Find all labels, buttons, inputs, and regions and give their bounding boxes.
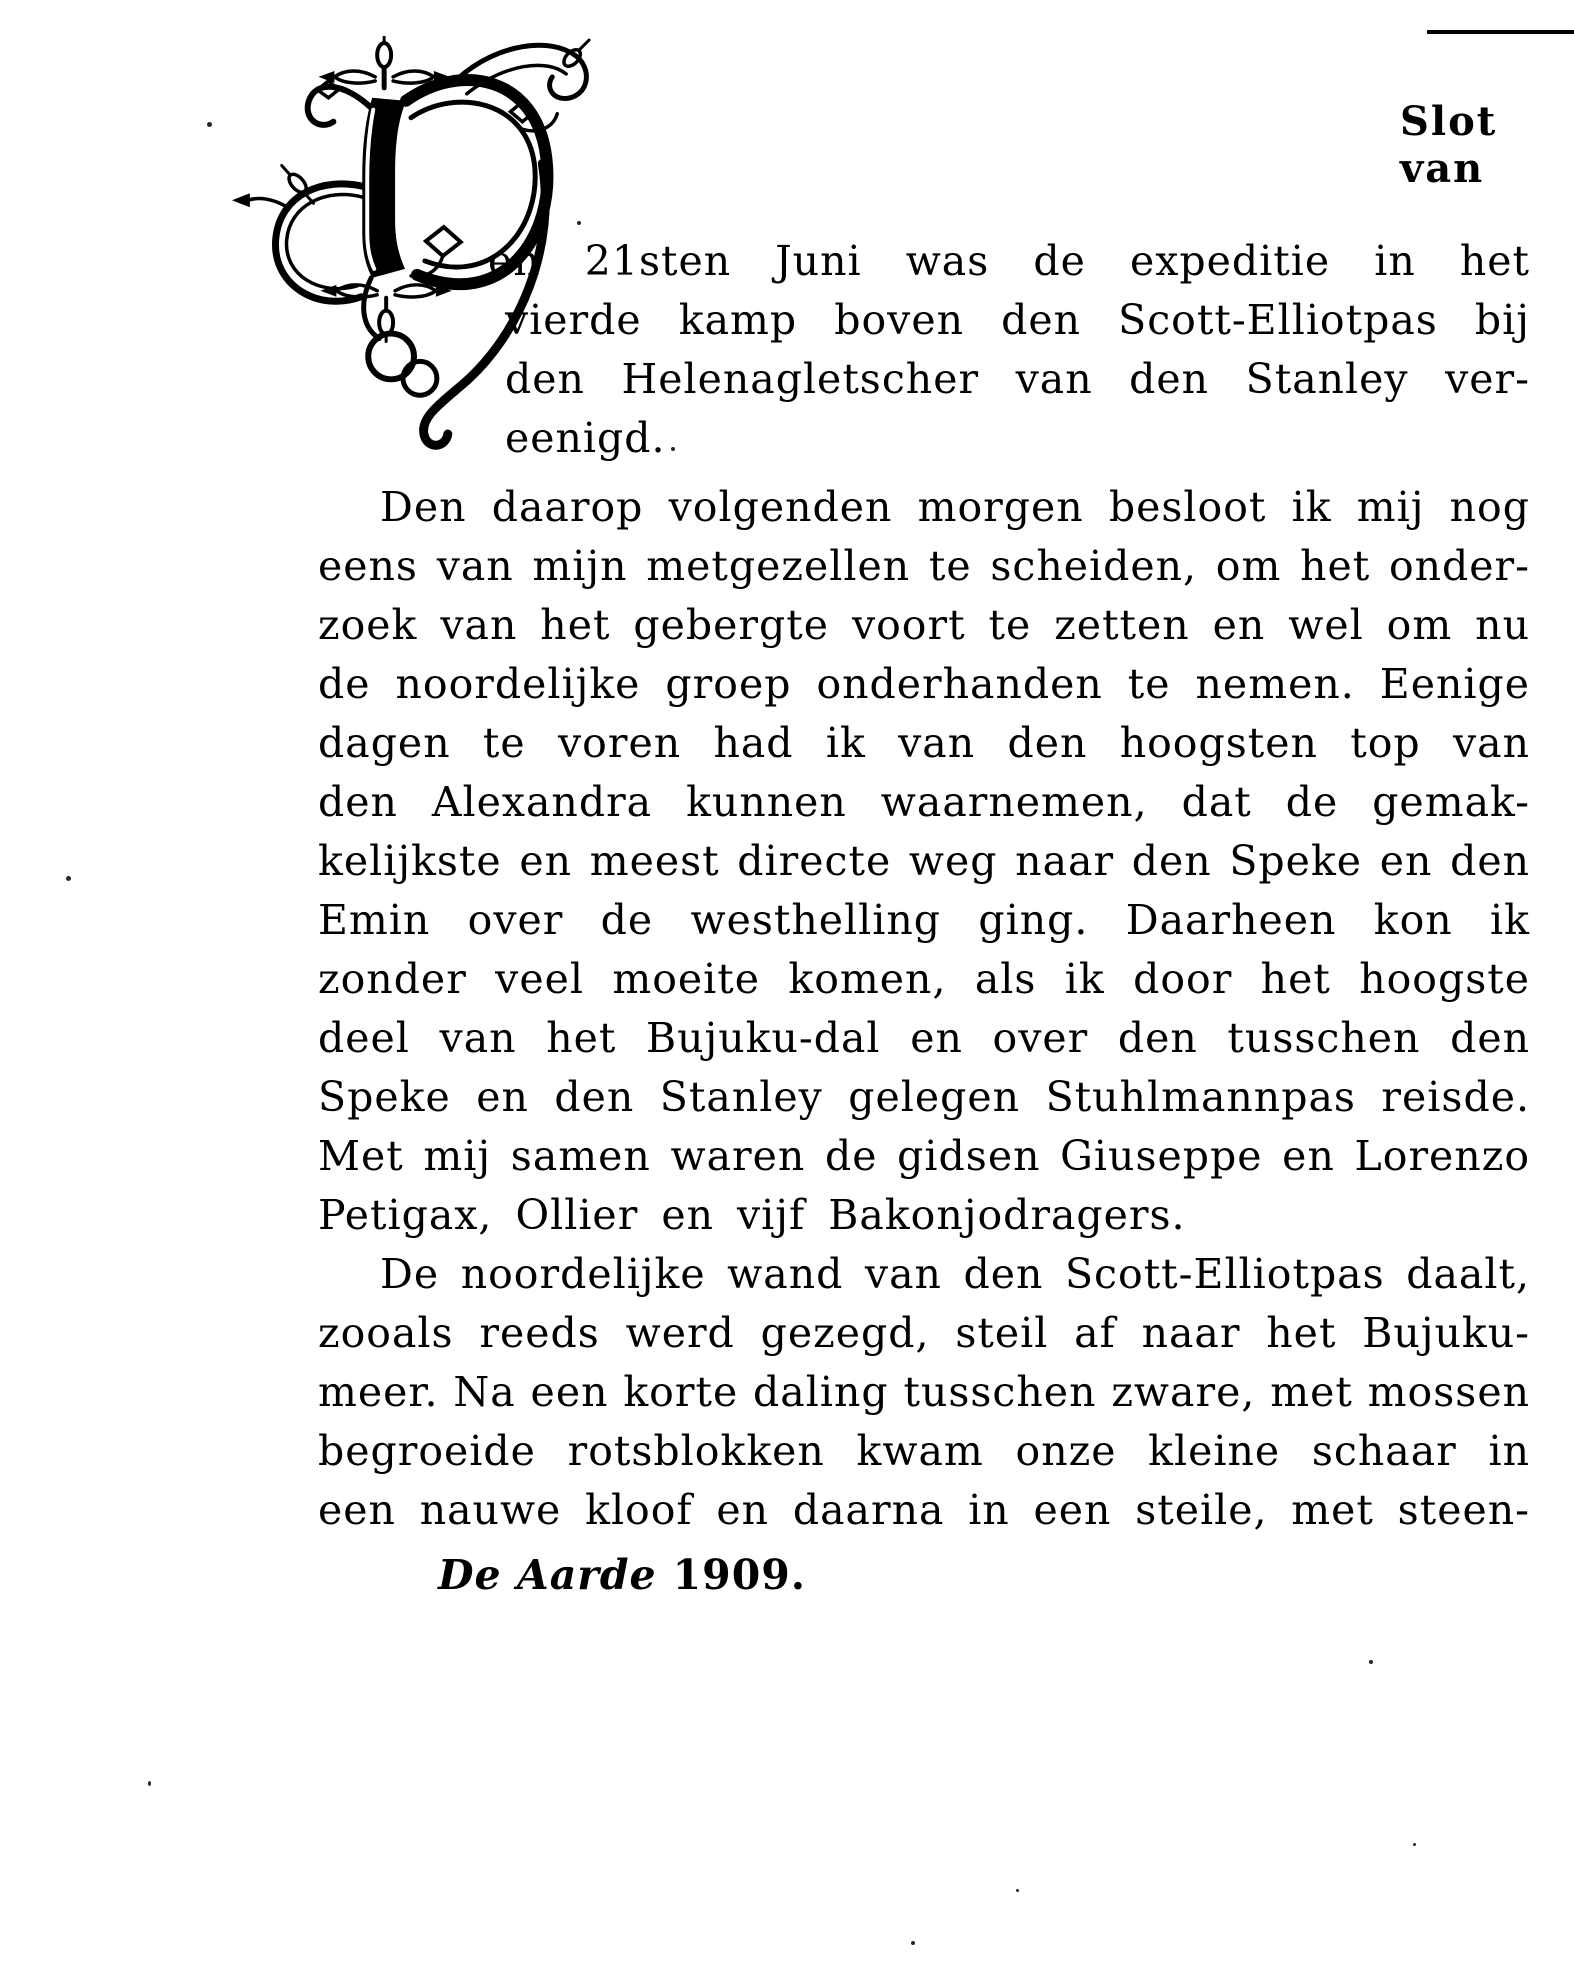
text-line: Den daarop volgenden morgen besloot ik mij nog	[380, 483, 1530, 531]
text-line: Speke en den Stanley gelegen Stuhlmannpas reisde.	[318, 1073, 1530, 1121]
text-line: Emin over de westhelling ging. Daarheen kon ik	[318, 896, 1530, 944]
scan-speck	[66, 876, 71, 881]
scan-speck	[577, 221, 581, 225]
text-line: den Alexandra kunnen waarnemen, dat de gemak-	[318, 778, 1530, 826]
text-line: de noordelijke groep onderhanden te nemen. Eenige	[318, 660, 1530, 708]
scan-speck	[207, 122, 212, 127]
text-line: eenigd.	[505, 414, 666, 462]
text-line: een nauwe kloof en daarna in een steile, met steen-	[318, 1486, 1530, 1534]
text-line: De noordelijke wand van den Scott-Elliotpas daalt,	[380, 1250, 1530, 1298]
paragraph-descent	[318, 1245, 1530, 1540]
text-line: dagen te voren had ik van den hoogsten top van	[318, 719, 1530, 767]
footer-source-title: De Aarde	[438, 1551, 657, 1599]
top-right-rule	[1427, 30, 1574, 34]
text-line: eens van mijn metgezellen te scheiden, om het onder-	[318, 542, 1530, 590]
text-line: begroeide rotsblokken kwam onze kleine schaar in	[318, 1427, 1530, 1475]
text-line: zonder veel moeite komen, als ik door het hoogste	[318, 955, 1530, 1003]
text-line: zooals reeds werd gezegd, steil af naar het Bujuku-	[318, 1309, 1530, 1357]
scan-speck	[671, 447, 675, 451]
text-line: en 21sten Juni was de expeditie in het	[488, 237, 1530, 285]
scan-speck	[911, 1941, 915, 1945]
scan-speck	[148, 1781, 151, 1786]
text-line: Petigax, Ollier en vijf Bakonjodragers.	[318, 1191, 1186, 1239]
scan-speck	[1369, 1660, 1373, 1664]
text-line: zoek van het gebergte voort te zetten en wel om nu	[318, 601, 1530, 649]
paragraph-opening	[488, 232, 1530, 468]
text-line: meer. Na een korte daling tusschen zware, met mossen	[318, 1368, 1530, 1416]
text-line: den Helenagletscher van den Stanley ver-	[505, 355, 1530, 403]
scan-speck	[1016, 1889, 1019, 1892]
footer-source	[438, 1549, 806, 1601]
footer-source-year: 1909.	[672, 1551, 807, 1599]
text-line: vierde kamp boven den Scott-Elliotpas bij	[505, 296, 1530, 344]
paragraph-journey	[318, 478, 1530, 1245]
running-header: Slot van	[1400, 98, 1498, 192]
text-line: kelijkste en meest directe weg naar den Speke en den	[318, 837, 1530, 885]
text-line: Met mij samen waren de gidsen Giuseppe en Lorenzo	[318, 1132, 1530, 1180]
text-line: deel van het Bujuku-dal en over den tusschen den	[318, 1014, 1530, 1062]
scan-speck	[1413, 1843, 1416, 1846]
